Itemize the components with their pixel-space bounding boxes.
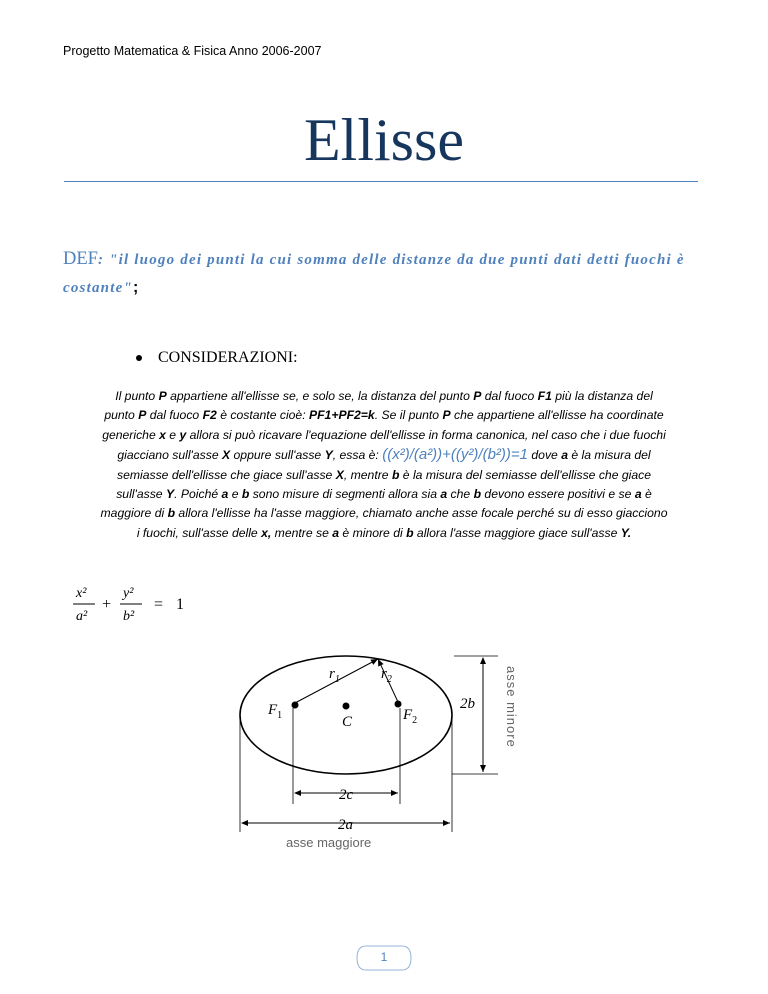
definition-text: : "il luogo dei punti la cui somma delle distanze da due punti dati detti fuochi è costante" [63,252,685,296]
page-number: 1 [380,950,388,964]
ellipse-diagram [228,636,528,856]
page-header: Progetto Matematica & Fisica Anno 2006-2007 [63,44,322,58]
eq-equals: = [154,596,164,613]
eq-plus: + [102,596,112,613]
label-r2: $r_2$ [381,666,392,685]
page-title: Ellisse [304,107,464,173]
considerations-label: CONSIDERAZIONI: [158,349,298,366]
label-asse-minore: asse minore [504,666,519,748]
eq-one: 1 [176,596,184,613]
label-c: C [342,714,353,730]
label-f2: $F_2$ [403,707,418,726]
definition-semicolon: ; [132,279,139,296]
eq-b2: b² [123,609,135,624]
bullet-icon [136,355,142,361]
label-2c: 2c [339,787,354,803]
eq-x2: x² [76,586,87,601]
equation-image [71,582,201,628]
ellipse-formula: ((x²)/(a²))+((y²)/(b²))=1 [382,446,529,464]
eq-y2: y² [123,586,134,601]
label-f1: $F_1$ [268,702,283,721]
definition [63,246,723,302]
center-c-point [343,703,350,710]
definition-label: DEF [63,249,98,269]
eq-a2: a² [76,609,88,624]
label-2b: 2b [460,696,475,712]
label-r1: $r_1$ [329,666,340,685]
focus-f1-point [292,702,299,709]
label-2a: 2a [338,817,353,833]
focus-f2-point [395,701,402,708]
considerations-paragraph: Il punto P appartiene all'ellisse se, e solo se, la distanza del punto P dal fuoco F1 più la distanza del punto P dal fuoco F2 è costante cioè: PF1+PF2=k. Se il punto P che appartiene all'ellisse ha coordinate generiche x e y allora si può ricavare l'equazione dell'ellisse in forma canonica, nel caso che i due fuochi giacciano sull'asse X oppure sull'asse Y, essa è: ((x²)/(a²))+((y²)/(b²))=1 dove a è la misura del semiasse dell'ellisse che giace sull'asse X, mentre b è la misura del semiasse dell'ellisse che giace sull'asse Y. Poiché a e b sono misure di segmenti allora sia a che b devono essere positivi e se a è maggiore di b allora l'ellisse ha l'asse maggiore, chiamato anche asse focale perché su di esso giacciono i fuochi, sull'asse delle x, mentre se a è minore di b allora l'asse maggiore giace sull'asse Y. [100,389,668,540]
title-underline [64,181,698,182]
label-asse-maggiore: asse maggiore [286,835,372,850]
